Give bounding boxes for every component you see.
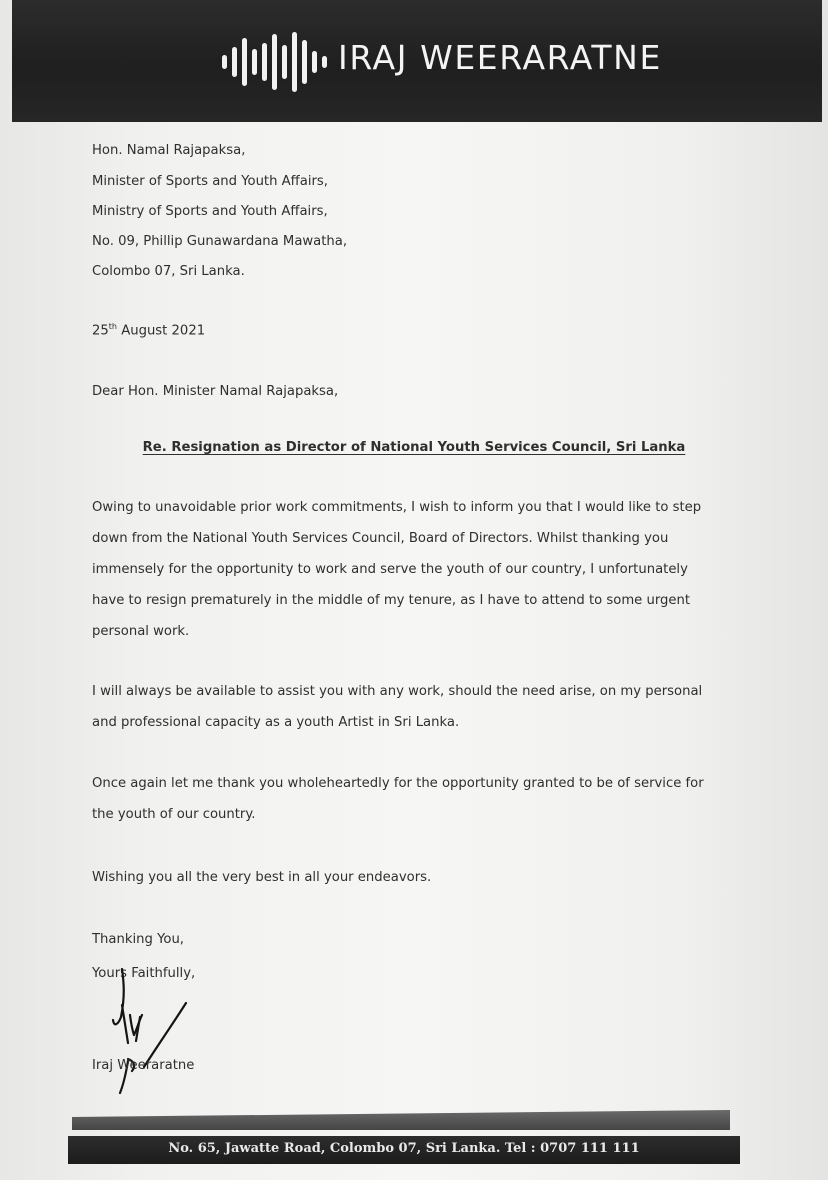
letterhead-banner: [12, 0, 822, 122]
closing-sign-off: Yours Faithfully,: [92, 966, 196, 981]
date-month-year: August 2021: [117, 323, 206, 339]
body-line: the youth of our country.: [92, 807, 256, 822]
body-line: and professional capacity as a youth Artist in Sri Lanka.: [92, 715, 460, 730]
brand-title: IRAJ WEERARATNE: [338, 38, 662, 77]
footer-address: No. 65, Jawatte Road, Colombo 07, Sri Lanka. Tel : 0707 111 111: [168, 1141, 640, 1156]
recipient-line: No. 09, Phillip Gunawardana Mawatha,: [92, 234, 348, 249]
waveform-logo-icon: [220, 30, 330, 94]
body-line: Owing to unavoidable prior work commitments, I wish to inform you that I would like to step: [92, 500, 702, 515]
recipient-line: Minister of Sports and Youth Affairs,: [92, 174, 328, 189]
body-paragraph-1: [92, 492, 732, 647]
body-line: immensely for the opportunity to work and serve the youth of our country, I unfortunately: [92, 562, 688, 577]
signer-name: Iraj Weeraratne: [92, 1058, 195, 1073]
subject-line: Re. Resignation as Director of National Youth Services Council, Sri Lanka: [142, 440, 686, 455]
handwritten-signature: [100, 965, 210, 1100]
body-line: have to resign prematurely in the middle of my tenure, as I have to attend to some urgent: [92, 593, 691, 608]
body-line: personal work.: [92, 624, 190, 639]
recipient-line: Ministry of Sports and Youth Affairs,: [92, 204, 328, 219]
body-line: Once again let me thank you wholeheartedly for the opportunity granted to be of service for: [92, 776, 704, 791]
body-paragraph-4: [92, 862, 732, 893]
letter-date: [92, 322, 205, 338]
salutation: Dear Hon. Minister Namal Rajapaksa,: [92, 384, 339, 399]
footer-band: [68, 1136, 740, 1164]
body-line: Wishing you all the very best in all your endeavors.: [92, 870, 432, 885]
recipient-line: Colombo 07, Sri Lanka.: [92, 264, 245, 279]
body-paragraph-3: [92, 768, 732, 830]
body-line: down from the National Youth Services Council, Board of Directors. Whilst thanking you: [92, 531, 669, 546]
footer-accent-stripe: [72, 1110, 730, 1130]
date-day: 25: [92, 323, 109, 339]
body-line: I will always be available to assist you with any work, should the need arise, on my personal: [92, 684, 703, 699]
closing-thanks: Thanking You,: [92, 932, 184, 947]
recipient-line: Hon. Namal Rajapaksa,: [92, 143, 246, 158]
date-suffix: th: [108, 322, 117, 331]
body-paragraph-2: [92, 676, 732, 738]
